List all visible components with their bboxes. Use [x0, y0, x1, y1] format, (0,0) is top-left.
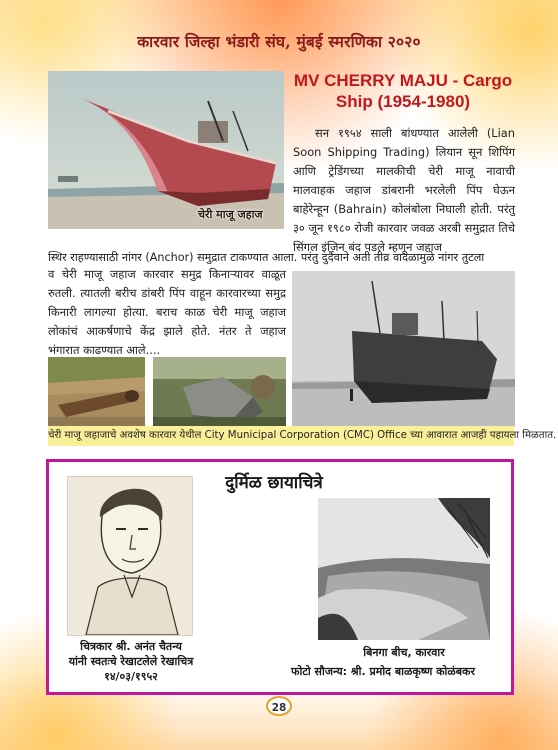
ship-bw-photo-image — [292, 271, 515, 427]
portrait-caption-date: १४/०३/१९५२ — [104, 670, 158, 683]
article-title: MV CHERRY MAJU - Cargo Ship (1954-1980) — [293, 71, 513, 111]
portrait-sketch-image — [68, 477, 192, 635]
portrait-caption-line-2: यांनी स्वतःचे रेखाटलेले रेखाचित्र — [68, 655, 194, 668]
portrait-sketch — [68, 477, 192, 635]
article-paragraph-wide: स्थिर राहण्यासाठी नांगर (Anchor) समुद्रात टाकण्यात आला. परंतु दुर्दैवाने अती तीव्र वादळामुळे नांगर तुटला — [48, 251, 485, 264]
portrait-caption — [56, 639, 206, 684]
page-header: कारवार जिल्हा भंडारी संघ, मुंबई स्मरणिका २०२० — [137, 32, 421, 51]
ship-photo-caption: चेरी माजू जहाज — [198, 208, 263, 221]
remains-photo-2-image — [153, 357, 286, 427]
beach-caption: बिनगा बीच, कारवार — [363, 646, 445, 659]
portrait-caption-line-1: चित्रकार श्री. अनंत चैतन्य — [80, 640, 182, 653]
page-number: 28 — [266, 696, 292, 716]
ship-bw-photo — [292, 271, 515, 427]
article-paragraph-top: सन १९५४ साली बांधण्यात आलेली (Lian Soon Shipping Trading) लियान सून शिपिंग आणि ट्रेडिंगच्या मालकीची चेरी माजू नावाची मालवाहक जहाज डांबरानी भरलेली पिंप घेऊन बाहेरेन्हून (Bahrain) कोलंबोला निघाली होती. परंतु ३० जून १९८० रोजी कारवार जवळ अरबी समुद्रात तिचे सिंगल इंजिन बंद पडले म्हणून जहाज — [293, 126, 515, 254]
article-paragraph-left: व चेरी माजू जहाज कारवार समुद्र किनाऱ्यावर वाळूत रुतली. त्यातली बरीच डांबरी पिंप वाहून कारवारच्या समुद्र किनारी लागल्या होत्या. बराच काळ चेरी माजू जहाज लोकांचं आकर्षणाचे केंद्र झाले होते. नंतर ते जहाज भंगारात काढण्यात आले.... — [48, 267, 286, 357]
beach-photo — [318, 498, 490, 640]
remains-photo-2 — [153, 357, 286, 427]
rare-photos-title: दुर्मिळ छायाचित्रे — [225, 473, 323, 493]
ship-photo-image — [48, 71, 284, 229]
beach-photo-image — [318, 498, 490, 640]
remains-photo-1 — [48, 357, 145, 427]
remains-photo-1-image — [48, 357, 145, 427]
remains-caption-strip: चेरी माजू जहाजाचे अवशेष कारवार येथील City Municipal Corporation (CMC) Office च्या आवारात आजही पहायला मिळतात. — [48, 426, 514, 446]
photo-credit: फोटो सौजन्य: श्री. प्रमोद बाळकृष्ण कोळंबकर — [290, 665, 475, 678]
ship-photo — [48, 71, 284, 229]
